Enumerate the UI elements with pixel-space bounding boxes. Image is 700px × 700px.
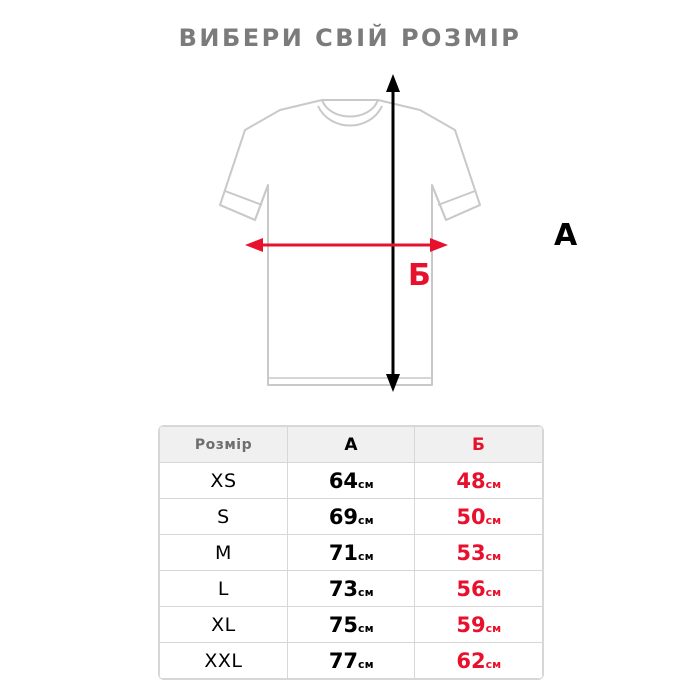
cell-a [287,643,415,679]
value-a: 75 [328,612,359,637]
t-shirt-outline [150,60,550,405]
value-b: 59 [456,612,486,637]
unit-label: см [485,513,502,527]
cell-size: XXL [160,643,288,679]
value-a: 73 [328,576,359,601]
cell-size: XL [160,607,288,643]
cell-b [415,607,543,643]
cell-b [415,535,543,571]
cell-b [415,463,543,499]
size-diagram [150,60,578,405]
table-row [160,463,543,499]
cell-size: XS [160,463,288,499]
unit-label: см [358,657,374,671]
size-table-wrapper [158,425,544,680]
value-b: 50 [456,504,486,529]
cell-size: S [160,499,288,535]
value-a: 77 [328,648,359,673]
cell-a [287,571,415,607]
measure-b-label: Б [408,258,431,293]
table-row [160,499,543,535]
header-a: А [287,427,415,463]
header-size: Розмір [160,427,288,463]
value-b: 56 [456,576,486,601]
unit-label: см [358,513,374,527]
value-b: 62 [456,648,486,673]
cell-b [415,571,543,607]
cell-b [415,499,543,535]
cell-a [287,607,415,643]
value-a: 69 [328,504,359,529]
unit-label: см [358,621,374,635]
header-b: Б [415,427,543,463]
table-row [160,535,543,571]
size-table [159,426,543,679]
value-b: 48 [456,468,486,493]
unit-label: см [358,585,374,599]
cell-a [287,463,415,499]
cell-a [287,499,415,535]
measure-a-label: А [554,218,578,253]
cell-size: M [160,535,288,571]
unit-label: см [358,477,374,491]
unit-label: см [358,549,374,563]
page-title: ВИБЕРИ СВІЙ РОЗМІР [178,24,522,52]
cell-a [287,535,415,571]
cell-b [415,643,543,679]
unit-label: см [485,549,502,563]
unit-label: см [485,477,502,491]
unit-label: см [485,657,502,671]
table-row [160,643,543,679]
value-a: 64 [328,468,359,493]
unit-label: см [485,585,502,599]
table-row [160,571,543,607]
cell-size: L [160,571,288,607]
table-row [160,607,543,643]
value-b: 53 [456,540,486,565]
unit-label: см [485,621,502,635]
value-a: 71 [328,540,359,565]
table-header-row [160,427,543,463]
